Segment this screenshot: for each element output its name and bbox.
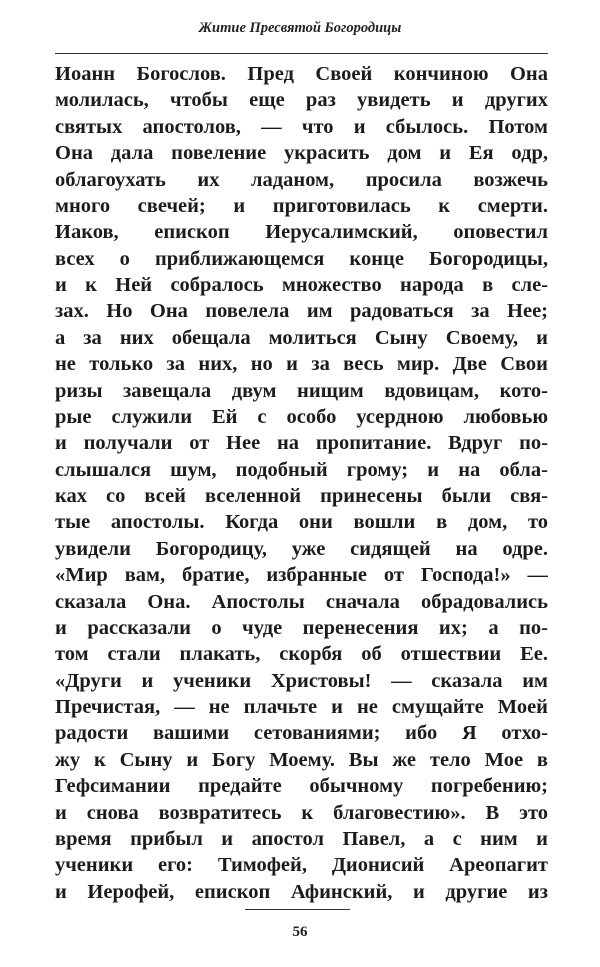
text-line: Она дала повеление украсить дом и Ея одр, xyxy=(55,142,548,165)
text-line: Иоанн Богослов. Пред Своей кончиною Она xyxy=(55,63,548,85)
text-line: и получали от Нее на пропитание. Вдруг по- xyxy=(55,432,548,455)
text-line: «Други и ученики Христовы! — сказала им xyxy=(55,669,548,692)
text-line: сказала Она. Апостолы сначала обрадовались xyxy=(55,590,548,613)
text-line: том стали плакать, скорбя об отшествии Ее. xyxy=(55,643,548,666)
text-line: много свечей; и приготовилась к смерти. xyxy=(55,194,548,217)
text-line: жу к Сыну и Богу Моему. Вы же тело Мое в xyxy=(55,748,548,771)
header-rule xyxy=(55,53,548,54)
text-line: святых апостолов, — что и сбылось. Потом xyxy=(55,115,548,138)
text-line: рые служили Ей с особо усердною любовью xyxy=(55,405,548,428)
text-line: ризы завещала двум нищим вдовицам, кото- xyxy=(55,379,548,402)
text-line: время прибыл и апостол Павел, а с ним и xyxy=(55,827,548,850)
text-line: и Иерофей, епископ Афинский, и другие из xyxy=(55,880,548,903)
text-line: всех о приближающемся конце Богородицы, xyxy=(55,247,548,270)
text-line: ках со всей вселенной принесены были свя- xyxy=(55,485,548,507)
text-line: Пречистая, — не плачьте и не смущайте Моей xyxy=(55,696,548,718)
running-head: Житие Пресвятой Богородицы xyxy=(198,20,402,36)
text-line: зах. Но Она повелела им радоваться за Нее; xyxy=(55,300,548,323)
text-line: а за них обещала молиться Сыну Своему, и xyxy=(55,326,548,349)
page-number: 56 xyxy=(292,924,308,940)
body-text xyxy=(55,61,548,905)
text-line: радости вашими сетованиями; ибо Я отхо- xyxy=(55,722,548,745)
text-line: Иаков, епископ Иерусалимский, оповестил xyxy=(55,221,548,244)
text-line: слышался шум, подобный грому; и на обла- xyxy=(55,458,548,481)
text-line: Гефсимании предайте обычному погребению; xyxy=(55,775,548,798)
footer-rule xyxy=(245,909,350,910)
text-line: тые апостолы. Когда они вошли в дом, то xyxy=(55,511,548,534)
text-line: и к Ней собралось множество народа в сле- xyxy=(55,274,548,296)
text-line: облагоухать их ладаном, просила возжечь xyxy=(55,168,548,191)
text-line: не только за них, но и за весь мир. Две Свои xyxy=(55,353,548,376)
text-line: ученики его: Тимофей, Дионисий Ареопагит xyxy=(55,854,548,877)
text-line: увидели Богородицу, уже сидящей на одре. xyxy=(55,537,548,560)
text-line: и снова возвратитесь к благовестию». В это xyxy=(55,801,548,824)
text-line: и рассказали о чуде перенесения их; а по- xyxy=(55,616,548,639)
text-line: молилась, чтобы еще раз увидеть и других xyxy=(55,89,548,112)
text-line: «Мир вам, братие, избранные от Господа!» — xyxy=(55,564,548,587)
